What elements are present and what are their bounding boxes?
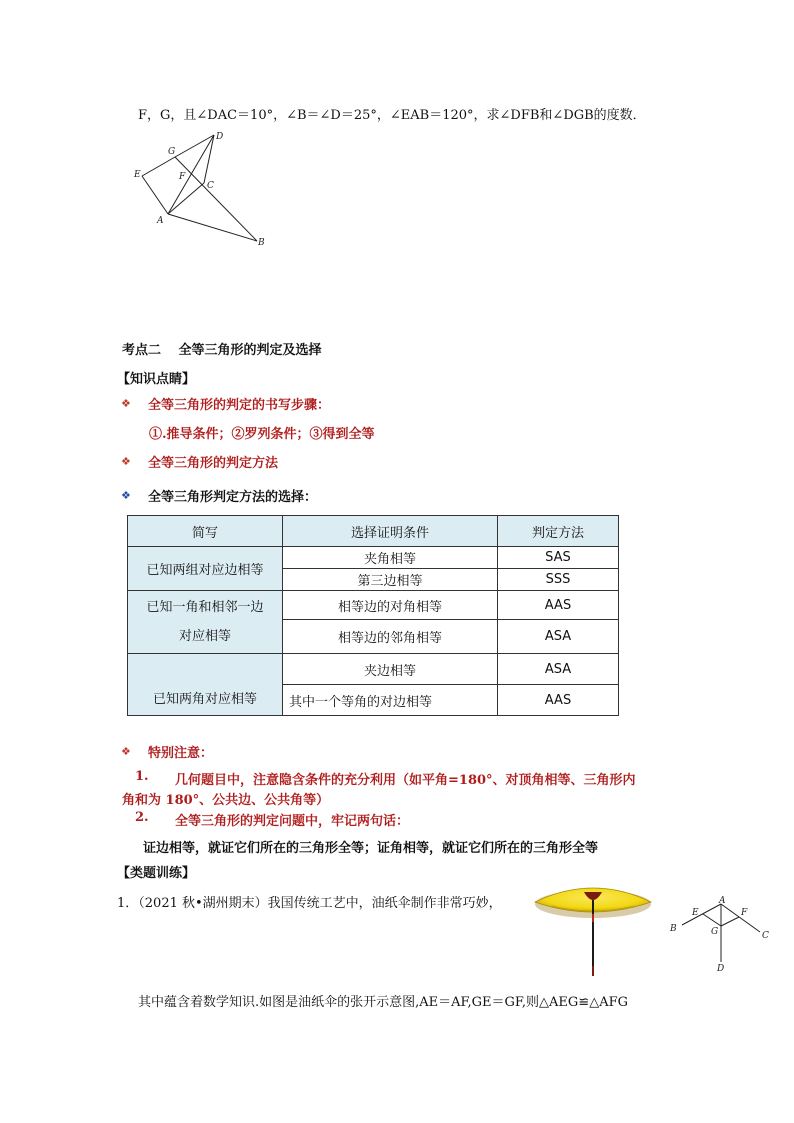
bullet-method-choice: 全等三角形判定方法的选择：: [148, 490, 318, 505]
notes-heading: 特别注意：: [148, 746, 214, 761]
label-A: A: [157, 216, 164, 226]
segment-FG: [721, 917, 739, 926]
problem-statement: F，G，且∠DAC＝10°，∠B＝∠D＝25°，∠EAB＝120°，求∠DFB和∠DGB的度数．: [138, 108, 646, 123]
note-1-line2: 角和为 180°、公共边、公共角等）: [122, 793, 330, 808]
table-header-abbrev: 简写: [128, 516, 283, 547]
table-cell-method: SSS: [498, 569, 619, 591]
question-1-line2: 其中蕴含着数学知识.如图是油纸伞的张开示意图,AE＝AF,GE＝GF,则△AEG≌△AFG: [138, 995, 628, 1010]
oil-paper-umbrella-image: [532, 878, 654, 982]
label-C: C: [762, 931, 769, 941]
table-cell-condition: 其中一个等角的对边相等: [283, 685, 498, 716]
table-cell-method: AAS: [498, 591, 619, 620]
table-group-two-sides: 已知两组对应边相等: [128, 547, 283, 591]
label-D: D: [717, 964, 725, 974]
table-cell-condition: 第三边相等: [283, 569, 498, 591]
table-cell-condition: 夹角相等: [283, 547, 498, 569]
label-G: G: [711, 927, 719, 937]
segment-EG: [142, 157, 175, 176]
section-title: 考点二 全等三角形的判定及选择: [122, 343, 322, 358]
table-cell-method: ASA: [498, 654, 619, 685]
segment-AC: [168, 183, 204, 214]
table-cell-method: ASA: [498, 620, 619, 654]
label-E: E: [134, 170, 141, 180]
table-header-method: 判定方法: [498, 516, 619, 547]
diamond-bullet-icon: ❖: [121, 397, 131, 410]
label-G: G: [168, 147, 176, 157]
note-1-number: 1.: [135, 769, 149, 784]
label-F: F: [741, 908, 748, 918]
group-name-line1: 已知一角和相邻一边: [146, 600, 264, 615]
knowledge-heading: 【知识点睛】: [117, 372, 196, 387]
diamond-bullet-icon: ❖: [121, 489, 131, 502]
question-1-line1: 1．（2021 秋•湖州期末）我国传统工艺中，油纸伞制作非常巧妙，: [117, 896, 502, 911]
umbrella-diagram: [666, 894, 776, 978]
note-2-number: 2.: [135, 810, 149, 825]
table-group-two-angles: 已知两角对应相等: [128, 654, 283, 716]
table-group-angle-side: [128, 591, 283, 654]
geometry-figure: [130, 128, 280, 253]
label-E: E: [692, 908, 699, 918]
note-2-line1: 全等三角形的判定问题中，牢记两句话：: [175, 814, 410, 829]
bullet-methods: 全等三角形的判定方法: [148, 456, 279, 471]
diamond-bullet-icon: ❖: [121, 745, 131, 758]
segment-DC: [204, 135, 214, 183]
judgment-method-table: [127, 515, 619, 716]
table-cell-condition: 夹边相等: [283, 654, 498, 685]
table-header-condition: 选择证明条件: [283, 516, 498, 547]
table-cell-condition: 相等边的对角相等: [283, 591, 498, 620]
table-cell-method: SAS: [498, 547, 619, 569]
label-D: D: [216, 132, 224, 142]
group-name-line2: 对应相等: [178, 629, 231, 644]
bullet-steps-detail: ①.推导条件；②罗列条件；③得到全等: [149, 427, 375, 442]
table-cell-condition: 相等边的邻角相等: [283, 620, 498, 654]
label-F: F: [179, 172, 186, 182]
bullet-writing-steps: 全等三角形的判定的书写步骤：: [148, 398, 331, 413]
label-A: A: [719, 896, 726, 906]
table-cell-method: AAS: [498, 685, 619, 716]
training-heading: 【类题训练】: [117, 866, 196, 881]
label-B: B: [670, 924, 677, 934]
diamond-bullet-icon: ❖: [121, 455, 131, 468]
note-1-line1: 几何题目中，注意隐含条件的充分利用（如平角=180°、对顶角相等、三角形内: [175, 773, 636, 788]
label-C: C: [207, 181, 214, 191]
label-B: B: [258, 238, 265, 248]
note-2-line2: 证边相等，就证它们所在的三角形全等；证角相等，就证它们所在的三角形全等: [143, 841, 599, 856]
segment-EA: [142, 176, 168, 214]
segment-EG: [703, 914, 721, 926]
